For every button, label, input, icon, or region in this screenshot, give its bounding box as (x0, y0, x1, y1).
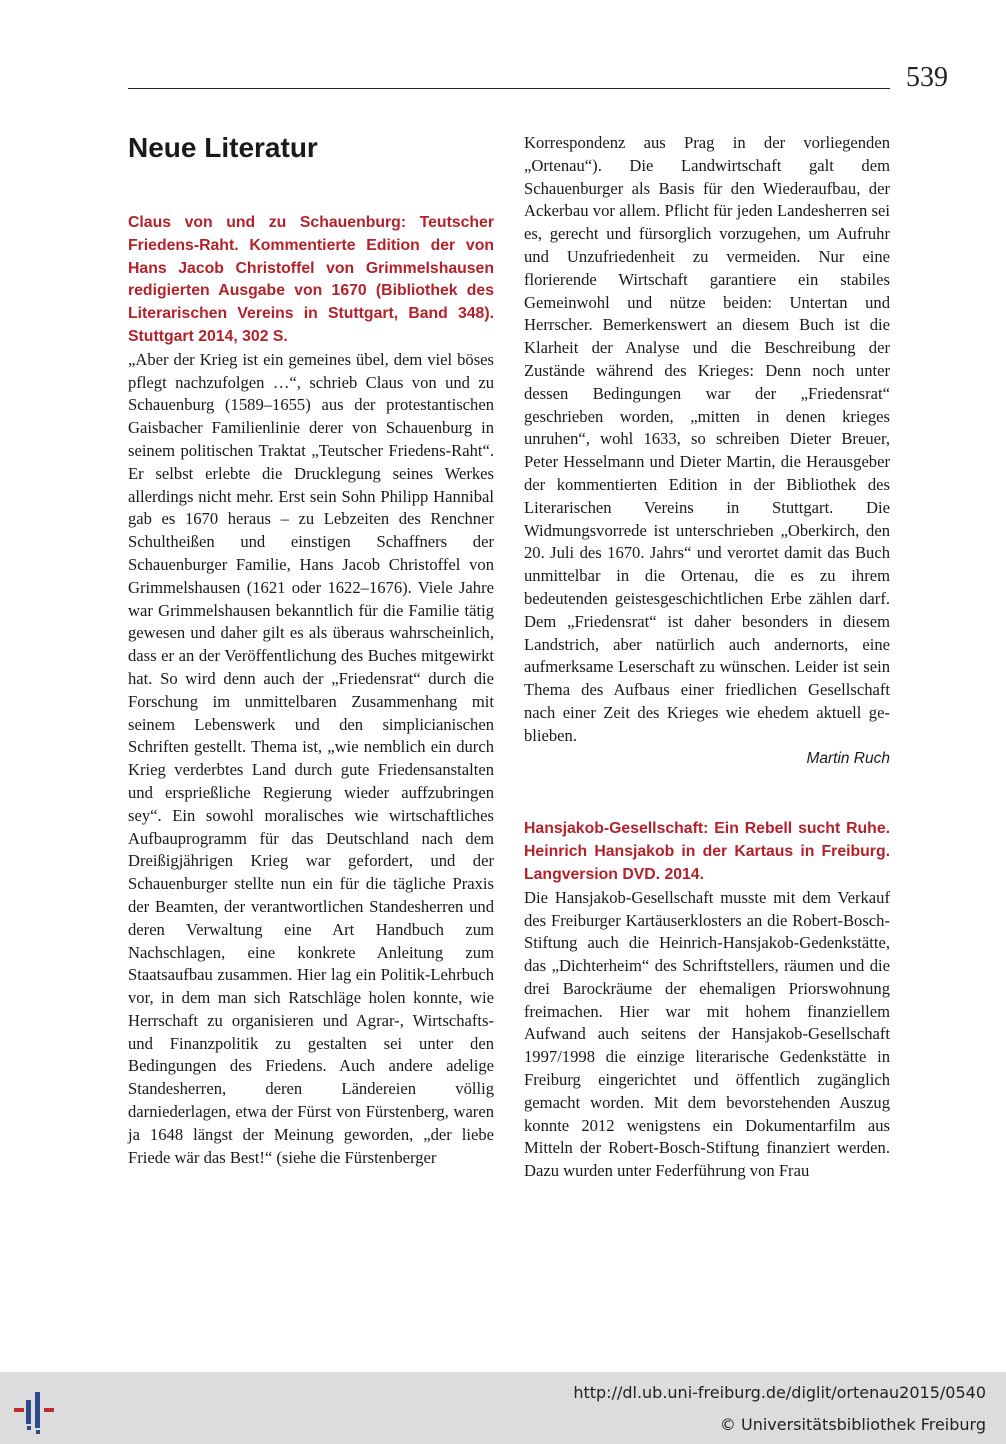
page-number: 539 (906, 62, 948, 93)
review-heading-hansjakob: Hansjakob-Gesellschaft: Ein Rebell sucht Ruhe. Heinrich Hansjakob in der Kartaus in Freiburg. Langversion DVD. 2014. (524, 820, 890, 883)
column-left (128, 212, 494, 1169)
review-heading-schauenburg: Claus von und zu Schauenburg: Teutscher Friedens-Raht. Kommentierte Edition der von Hans Jacob Christoffel von Grimmelshausen redigierten Ausgabe von 1670 (Bibliothek des Literarischen Vereins in Stuttgart, Band 348). Stuttgart 2014, 302 S. (128, 214, 494, 345)
section-title: Neue Literatur (128, 132, 318, 163)
review-body-hansjakob: Die Hansjakob-Gesellschaft musste mit dem Verkauf des Freiburger Kartäuserklosters an die Robert-Bosch-Stiftung auch die Heinrich-Hansjakob-Gedenkstätte, das „Dichterheim“ des Schriftstellers, räumen und die drei Barockräume der ehemaligen Priorswohnung freimachen. Hier war mit hohem finanziellem Aufwand auch seitens der Hansjakob-Gesellschaft 1997/1998 die einzige literarische Gedenkstätte in Freiburg eingerichtet und öffentlich zugänglich gemacht worden. Mit dem bevorstehenden Auszug konnte 2012 wenigstens ein Dokumentarfilm aus Mitteln der Robert-Bosch-Stiftung finanziert werden. Dazu wurden unter Federführung von Frau (524, 887, 890, 1181)
header-rule (128, 88, 890, 89)
review-author: Martin Ruch (806, 749, 890, 767)
footer-url-link[interactable]: http://dl.ub.uni-freiburg.de/diglit/ortenau2015/0540 (573, 1383, 986, 1402)
review-body-schauenburg-part2: Korrespondenz aus Prag in der vorliegenden „Ortenau“). Die Landwirtschaft galt dem Schauenburger als Basis für den Wiederaufbau, der Ackerbau vor allem. Pflicht für jeden Landesherren sei es, gerecht und fürsorglich vorzugehen, um Aufruhr und Unzufriedenheit zu vermeiden. Nur eine florierende Wirtschaft garantiere ein stabiles Gemeinwohl und nütze beiden: Untertan und Herrscher. Bemerkenswert an diesem Buch ist die Klarheit der Analyse und die Beschreibung der Zustände während des Krieges: Denn noch unter dessen Bedingungen war der „Friedensrat“ geschrieben worden, „mitten in denen krieges unruhen“, wohl 1633, so schreiben Dieter Breuer, Peter Hesselmann und Dieter Martin, die Herausgeber der kommentierten Edition in der Bibliothek des Literarischen Vereins in Stuttgart. Die Widmungsvorrede ist unterschrieben „Oberkirch, den 20. Juli des 1670. Jahrs“ und verortet damit das Buch unmittelbar in die Ortenau, die es zu ihrem bedeutenden geistesgeschichtlichen Erbe zählen darf. Dem „Friedensrat“ ist daher besonders in diesem Landstrich, aber natürlich auch andernorts, eine aufmerksame Leserschaft zu wünschen. Leider ist sein Thema des Aufbaus einer friedlichen Gesellschaft nach einer Zeit des Krieges wie ehedem aktuell geblieben. (524, 133, 890, 745)
ub-freiburg-logo-icon[interactable] (14, 1386, 62, 1434)
footer-bar (0, 1372, 1006, 1444)
review-body-schauenburg-part1: „Aber der Krieg ist ein gemeines übel, dem viel böses pflegt nachzufolgen …“, schrieb Claus von und zu Schauenburg (1589–1655) aus der protestantischen Gaisbacher Familienlinie derer von Schauenburg in seinem politischen Traktat „Teutscher Friedens-Raht“. Er selbst erlebte die Drucklegung seines Werkes allerdings nicht mehr. Erst sein Sohn Philipp Hannibal gab es 1670 heraus – zu Lebzeiten des Renchner Schultheißen und einstigen Schaffners der Schauenburger Familie, Hans Jacob Christoffel von Grimmelshausen (1621 oder 1622–1676). Viele Jahre war Grimmelshausen bekanntlich für die Familie tätig gewesen und daher gilt es als überaus wahrscheinlich, dass er an der Veröffentlichung des Buches mitgewirkt hat. So wird denn auch der „Friedensrat“ durch die Forschung im unmittelbaren Zusammenhang mit seinem Lebenswerk und den simplicianischen Schriften gestellt. Thema ist, „wie nemblich ein durch Krieg verderbtes Land durch gute Friedensanstalten und ersprießliche Regierung wieder auffzubringen sey“. Ein sowohl moralisches wie wirtschaftliches Aufbauprogramm für das Deutschland nach dem Dreißigjährigen Krieg war gefordert, und der Schauenburger stellte nun ein für die tägliche Praxis der Beamten, der verantwortlichen Standesherren und deren Verwaltung eine Art Handbuch zum Nachschlagen, eine konkrete Anleitung zum Staatsaufbau zusammen. Hier lag ein Politik-Lehrbuch vor, in dem man sich Ratschläge holen konnte, wie Herrschaft zu organisieren und Agrar-, Wirtschafts- und Finanzpolitik zu gestalten sei unter den Bedingungen des Friedens. Auch andere adelige Standesherren, deren Ländereien völlig darniederlagen, etwa der Fürst von Fürstenberg, waren ja 1648 längst der Meinung geworden, „der liebe Friede wär das Best!“ (siehe die Fürstenberger (128, 349, 494, 1167)
footer-copyright: © Universitätsbibliothek Freiburg (719, 1415, 986, 1434)
column-right (524, 132, 890, 1183)
